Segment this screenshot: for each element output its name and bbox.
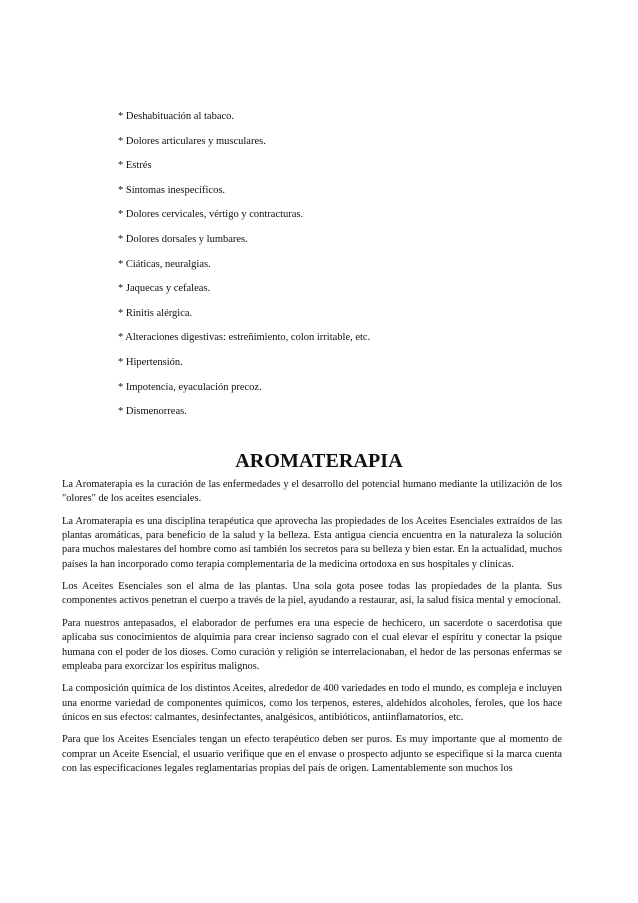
bullet-item: * Dolores dorsales y lumbares. [118,233,248,245]
bullet-item: * Dismenorreas. [118,406,187,418]
paragraph: La Aromaterapia es una disciplina terapéutica que aprovecha las propiedades de los Aceites Esenciales extraídos de las plantas aromáticas, para beneficio de la salud y la belleza. Esta antigua ciencia encuentra en la naturaleza la solución para muchos malestares del hombre como así también los secretos para su belleza y bien estar. En la actualidad, muchos países la han incorporado como terapia complementaria de la medicina ortodoxa en sus hospitales y clínicas. [62,515,562,570]
paragraph: Los Aceites Esenciales son el alma de las plantas. Una sola gota posee todas las propiedades de la planta. Sus componentes activos penetran el cuerpo a través de la piel, ayudando a restaurar, así, la salud física mental y emocional. [62,581,562,607]
bullet-item: * Deshabituación al tabaco. [118,111,235,122]
bullet-list [118,110,558,430]
bullet-item: * Síntomas inespecíficos. [118,184,226,196]
bullet-item: * Hipertensión. [118,356,183,368]
bullet-item: * Jaquecas y cefaleas. [118,283,211,295]
bullet-item: * Dolores articulares y musculares. [118,135,266,147]
bullet-item: * Rinitis alérgica. [118,307,193,319]
paragraph: Para que los Aceites Esenciales tengan un efecto terapéutico deben ser puros. Es muy importante que al momento de comprar un Aceite Esencial, el usuario verifique que en el envase o prospecto adjunto se especifique si la marca cuenta con las especificaciones legales reglamentarias propias del país de origen. Lamentablemente son muchos los [62,734,562,774]
bullet-item: * Estrés [118,160,152,172]
bullet-item: * Ciáticas, neuralgias. [118,258,211,270]
bullet-item: * Alteraciones digestivas: estreñimiento, colon irritable, etc. [118,332,371,344]
bullet-item: * Impotencia, eyaculación precoz. [118,381,262,393]
body-text [62,478,562,784]
bullet-item: * Dolores cervicales, vértigo y contracturas. [118,209,304,221]
paragraph: Para nuestros antepasados, el elaborador de perfumes era una especie de hechicero, un sacerdote o sacerdotisa que aplicaba sus conocimientos de alquimia para crear incienso sagrado con el cual elevar el espíritu y conectar la psique humana con el poder de los dioses. Como curación y religión se interrelacionaban, el hedor de las personas enfermas se empleaba para exorcizar los espíritus malignos. [62,617,562,672]
paragraph: La composición química de los distintos Aceites, alrededor de 400 variedades en todo el mundo, es compleja e incluyen una enorme variedad de componentes químicos, como los terpenos, esteres, aldehídos alcoholes, feroles, que los hace únicos en sus efectos: calmantes, desinfectantes, analgésicos, antibióticos, antiinflamatorios, etc. [62,683,562,723]
paragraph: La Aromaterapia es la curación de las enfermedades y el desarrollo del potencial humano mediante la utilización de los "olores" de los aceites esenciales. [62,479,562,505]
section-title: AROMATERAPIA [235,450,403,472]
